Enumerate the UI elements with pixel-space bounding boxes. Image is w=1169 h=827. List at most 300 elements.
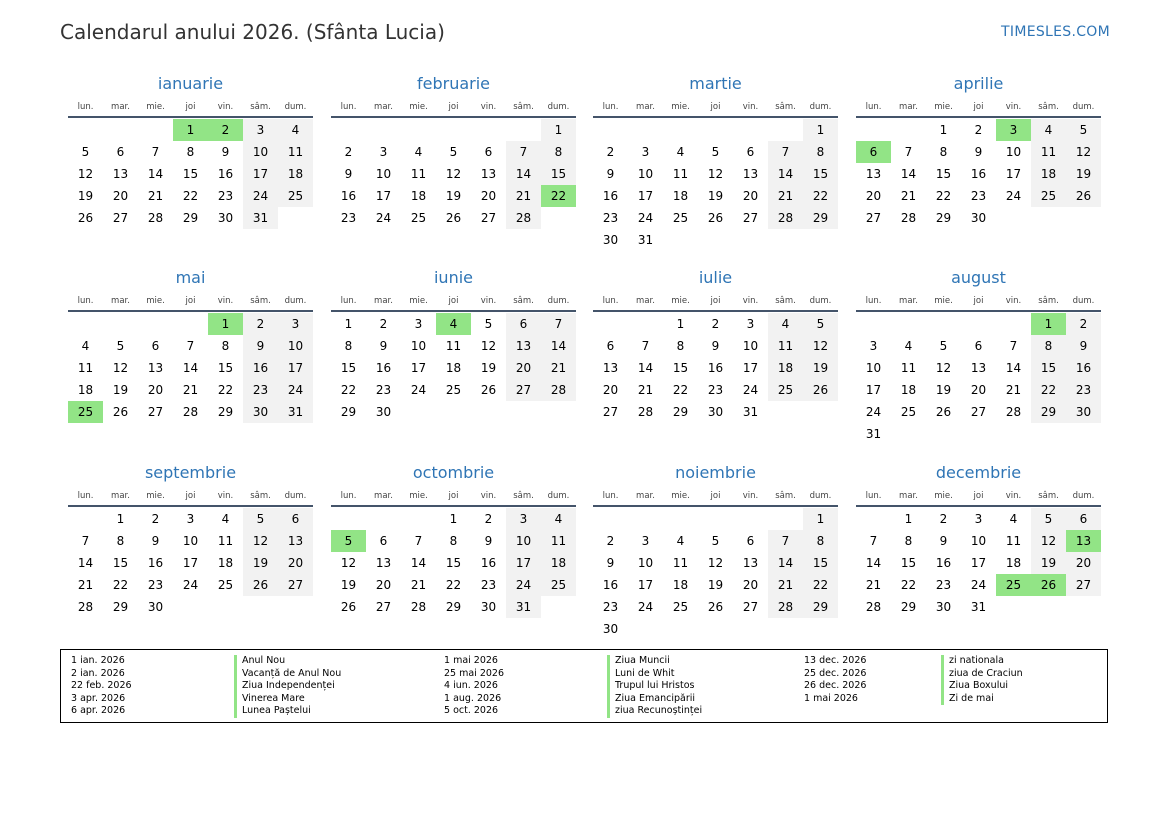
day-cell: 26 bbox=[243, 574, 278, 596]
day-cell: 12 bbox=[935, 361, 952, 375]
day-cell: 11 bbox=[768, 335, 803, 357]
day-cell: 22 bbox=[217, 383, 234, 397]
day-cell: 8 bbox=[1031, 335, 1066, 357]
day-cell: 14 bbox=[768, 552, 803, 574]
day-cell: 24 bbox=[243, 185, 278, 207]
day-cell: 5 bbox=[939, 339, 948, 353]
weekday-label: vin. bbox=[480, 491, 497, 501]
day-cell: 11 bbox=[1031, 141, 1066, 163]
day-cell: 27 bbox=[480, 211, 497, 225]
weekday-header bbox=[68, 98, 313, 116]
day-cell: 24 bbox=[637, 211, 654, 225]
month-iulie bbox=[593, 267, 838, 423]
day-cell: 3 bbox=[186, 512, 195, 526]
day-cell: 11 bbox=[278, 141, 313, 163]
day-cell: 13 bbox=[506, 335, 541, 357]
day-cell: 5 bbox=[449, 145, 458, 159]
day-cell: 28 bbox=[506, 207, 541, 229]
day-cell: 29 bbox=[1031, 401, 1066, 423]
holiday-day-cell: 3 bbox=[996, 119, 1031, 141]
holiday-day-cell: 6 bbox=[856, 141, 891, 163]
day-cell: 26 bbox=[445, 211, 462, 225]
legend-date-column bbox=[804, 655, 866, 705]
day-cell: 8 bbox=[541, 141, 576, 163]
day-cell: 12 bbox=[340, 556, 357, 570]
day-cell: 20 bbox=[375, 578, 392, 592]
day-cell: 10 bbox=[637, 556, 654, 570]
day-cell: 27 bbox=[506, 379, 541, 401]
day-grid bbox=[331, 313, 576, 423]
day-cell: 19 bbox=[243, 552, 278, 574]
day-cell: 9 bbox=[243, 335, 278, 357]
day-cell: 15 bbox=[935, 167, 952, 181]
day-cell: 9 bbox=[974, 145, 983, 159]
day-grid bbox=[68, 508, 313, 618]
day-cell: 13 bbox=[970, 361, 987, 375]
day-cell: 24 bbox=[410, 383, 427, 397]
month-noiembrie bbox=[593, 462, 838, 640]
day-cell: 22 bbox=[900, 578, 917, 592]
weekday-label: vin. bbox=[480, 102, 497, 112]
empty-cell bbox=[698, 119, 733, 141]
day-cell: 6 bbox=[606, 339, 615, 353]
day-cell: 6 bbox=[379, 534, 388, 548]
empty-cell bbox=[366, 508, 401, 530]
day-cell: 21 bbox=[506, 185, 541, 207]
legend-holiday-name: Vinerea Mare bbox=[234, 693, 341, 706]
month-name: martie bbox=[689, 74, 742, 93]
day-cell: 30 bbox=[480, 600, 497, 614]
weekday-label: lun. bbox=[77, 491, 94, 501]
weekday-header bbox=[331, 98, 576, 116]
day-cell: 10 bbox=[375, 167, 392, 181]
weekday-label: sâm. bbox=[1038, 296, 1059, 306]
weekday-label: mie. bbox=[934, 491, 953, 501]
month-martie bbox=[593, 73, 838, 251]
legend-name-column bbox=[607, 655, 702, 718]
day-cell: 27 bbox=[278, 574, 313, 596]
month-name: iunie bbox=[433, 268, 473, 287]
weekday-label: sâm. bbox=[775, 296, 796, 306]
weekday-label: mar. bbox=[899, 491, 918, 501]
day-cell: 2 bbox=[484, 512, 493, 526]
day-cell: 5 bbox=[1066, 119, 1101, 141]
legend-date: 22 feb. 2026 bbox=[71, 680, 132, 692]
month-divider bbox=[68, 505, 313, 507]
month-name: aprilie bbox=[953, 74, 1004, 93]
weekday-label: vin. bbox=[1005, 296, 1022, 306]
day-cell: 1 bbox=[676, 317, 685, 331]
day-cell: 7 bbox=[904, 145, 913, 159]
day-cell: 2 bbox=[379, 317, 388, 331]
day-cell: 21 bbox=[541, 357, 576, 379]
day-cell: 7 bbox=[768, 141, 803, 163]
holiday-day-cell: 1 bbox=[1031, 313, 1066, 335]
weekday-header bbox=[331, 487, 576, 505]
empty-cell bbox=[698, 508, 733, 530]
day-cell: 29 bbox=[803, 596, 838, 618]
day-cell: 25 bbox=[768, 379, 803, 401]
day-cell: 20 bbox=[506, 357, 541, 379]
legend-date: 1 mai 2026 bbox=[804, 692, 858, 704]
month-iunie bbox=[331, 267, 576, 423]
weekday-header bbox=[68, 292, 313, 310]
day-cell: 28 bbox=[182, 405, 199, 419]
month-divider bbox=[593, 116, 838, 118]
day-cell: 28 bbox=[410, 600, 427, 614]
weekday-label: mie. bbox=[146, 296, 165, 306]
legend-holiday-name: Anul Nou bbox=[234, 655, 341, 668]
day-grid bbox=[331, 119, 576, 229]
holiday-day-cell: 26 bbox=[1031, 574, 1066, 596]
day-cell: 3 bbox=[278, 313, 313, 335]
weekday-label: mie. bbox=[146, 102, 165, 112]
day-cell: 12 bbox=[445, 167, 462, 181]
weekday-label: mar. bbox=[636, 491, 655, 501]
empty-cell bbox=[628, 119, 663, 141]
day-cell: 1 bbox=[904, 512, 913, 526]
weekday-header bbox=[856, 292, 1101, 310]
day-cell: 31 bbox=[637, 233, 654, 247]
day-cell: 11 bbox=[217, 534, 234, 548]
day-cell: 28 bbox=[77, 600, 94, 614]
day-cell: 22 bbox=[672, 383, 689, 397]
empty-cell bbox=[506, 119, 541, 141]
day-cell: 28 bbox=[768, 596, 803, 618]
weekday-label: mie. bbox=[671, 491, 690, 501]
weekday-label: lun. bbox=[602, 296, 619, 306]
day-cell: 1 bbox=[116, 512, 125, 526]
day-cell: 21 bbox=[1005, 383, 1022, 397]
day-cell: 11 bbox=[672, 556, 689, 570]
weekday-label: dum. bbox=[547, 296, 570, 306]
day-cell: 29 bbox=[672, 405, 689, 419]
empty-cell bbox=[926, 313, 961, 335]
day-cell: 20 bbox=[602, 383, 619, 397]
day-cell: 14 bbox=[506, 163, 541, 185]
day-cell: 20 bbox=[742, 189, 759, 203]
day-cell: 10 bbox=[637, 167, 654, 181]
day-cell: 29 bbox=[112, 600, 129, 614]
day-cell: 7 bbox=[186, 339, 195, 353]
day-cell: 22 bbox=[935, 189, 952, 203]
day-cell: 11 bbox=[1005, 534, 1022, 548]
day-cell: 20 bbox=[970, 383, 987, 397]
empty-cell bbox=[733, 508, 768, 530]
day-cell: 12 bbox=[707, 167, 724, 181]
weekday-label: sâm. bbox=[250, 102, 271, 112]
day-cell: 27 bbox=[970, 405, 987, 419]
empty-cell bbox=[996, 313, 1031, 335]
day-cell: 5 bbox=[116, 339, 125, 353]
day-cell: 19 bbox=[1031, 552, 1066, 574]
weekday-label: mie. bbox=[409, 102, 428, 112]
day-cell: 18 bbox=[1031, 163, 1066, 185]
weekday-label: vin. bbox=[1005, 102, 1022, 112]
day-cell: 15 bbox=[803, 552, 838, 574]
empty-cell bbox=[891, 313, 926, 335]
month-divider bbox=[68, 116, 313, 118]
day-cell: 16 bbox=[1066, 357, 1101, 379]
day-cell: 10 bbox=[1005, 145, 1022, 159]
weekday-label: sâm. bbox=[1038, 102, 1059, 112]
day-cell: 30 bbox=[243, 401, 278, 423]
day-cell: 15 bbox=[182, 167, 199, 181]
day-cell: 9 bbox=[606, 556, 615, 570]
month-octombrie bbox=[331, 462, 576, 618]
day-cell: 8 bbox=[449, 534, 458, 548]
empty-cell bbox=[593, 313, 628, 335]
day-cell: 21 bbox=[410, 578, 427, 592]
day-cell: 29 bbox=[803, 207, 838, 229]
weekday-label: lun. bbox=[340, 491, 357, 501]
empty-cell bbox=[138, 313, 173, 335]
empty-cell bbox=[331, 508, 366, 530]
weekday-label: mar. bbox=[636, 102, 655, 112]
day-cell: 13 bbox=[865, 167, 882, 181]
day-cell: 21 bbox=[768, 574, 803, 596]
day-cell: 6 bbox=[746, 145, 755, 159]
day-cell: 29 bbox=[900, 600, 917, 614]
weekday-label: joi bbox=[710, 296, 721, 306]
legend-holiday-name: Ziua Boxului bbox=[941, 680, 1023, 693]
day-cell: 2 bbox=[151, 512, 160, 526]
legend-date: 25 dec. 2026 bbox=[804, 667, 867, 679]
day-cell: 4 bbox=[541, 508, 576, 530]
weekday-label: joi bbox=[973, 491, 984, 501]
day-cell: 23 bbox=[707, 383, 724, 397]
day-cell: 4 bbox=[768, 313, 803, 335]
day-cell: 8 bbox=[186, 145, 195, 159]
day-cell: 7 bbox=[414, 534, 423, 548]
day-cell: 2 bbox=[606, 534, 615, 548]
brand-link[interactable]: TIMESLES.COM bbox=[1001, 24, 1110, 40]
day-cell: 27 bbox=[112, 211, 129, 225]
day-cell: 7 bbox=[81, 534, 90, 548]
legend-holiday-name: Vacanță de Anul Nou bbox=[234, 668, 341, 681]
weekday-label: lun. bbox=[340, 296, 357, 306]
day-cell: 15 bbox=[541, 163, 576, 185]
day-cell: 10 bbox=[865, 361, 882, 375]
day-cell: 4 bbox=[904, 339, 913, 353]
day-cell: 19 bbox=[935, 383, 952, 397]
day-cell: 31 bbox=[742, 405, 759, 419]
day-cell: 21 bbox=[637, 383, 654, 397]
legend-holiday-name: Zi de mai bbox=[941, 693, 1023, 706]
day-cell: 12 bbox=[803, 335, 838, 357]
day-cell: 30 bbox=[970, 211, 987, 225]
weekday-label: mie. bbox=[409, 491, 428, 501]
day-cell: 6 bbox=[1066, 508, 1101, 530]
day-cell: 7 bbox=[869, 534, 878, 548]
day-cell: 5 bbox=[1031, 508, 1066, 530]
day-cell: 17 bbox=[506, 552, 541, 574]
holiday-day-cell: 5 bbox=[331, 530, 366, 552]
empty-cell bbox=[436, 119, 471, 141]
day-cell: 1 bbox=[803, 119, 838, 141]
day-cell: 3 bbox=[379, 145, 388, 159]
day-cell: 17 bbox=[410, 361, 427, 375]
month-divider bbox=[593, 310, 838, 312]
day-cell: 5 bbox=[484, 317, 493, 331]
day-cell: 14 bbox=[182, 361, 199, 375]
day-cell: 19 bbox=[445, 189, 462, 203]
month-divider bbox=[331, 116, 576, 118]
day-cell: 18 bbox=[1005, 556, 1022, 570]
day-cell: 28 bbox=[637, 405, 654, 419]
month-name: decembrie bbox=[935, 463, 1022, 482]
day-cell: 1 bbox=[939, 123, 948, 137]
day-cell: 28 bbox=[1005, 405, 1022, 419]
empty-cell bbox=[593, 508, 628, 530]
day-cell: 22 bbox=[340, 383, 357, 397]
day-cell: 27 bbox=[1066, 574, 1101, 596]
day-cell: 15 bbox=[217, 361, 234, 375]
day-cell: 6 bbox=[974, 339, 983, 353]
day-cell: 24 bbox=[182, 578, 199, 592]
day-cell: 24 bbox=[865, 405, 882, 419]
day-cell: 12 bbox=[707, 556, 724, 570]
weekday-label: mie. bbox=[409, 296, 428, 306]
weekday-label: mar. bbox=[374, 296, 393, 306]
day-cell: 18 bbox=[445, 361, 462, 375]
day-cell: 10 bbox=[742, 339, 759, 353]
day-cell: 6 bbox=[151, 339, 160, 353]
day-cell: 23 bbox=[1066, 379, 1101, 401]
day-cell: 26 bbox=[340, 600, 357, 614]
day-cell: 26 bbox=[480, 383, 497, 397]
day-cell: 25 bbox=[445, 383, 462, 397]
weekday-label: dum. bbox=[809, 491, 832, 501]
empty-cell bbox=[961, 313, 996, 335]
legend-date: 13 dec. 2026 bbox=[804, 655, 867, 666]
weekday-header bbox=[593, 487, 838, 505]
weekday-label: dum. bbox=[1072, 296, 1095, 306]
weekday-label: joi bbox=[710, 102, 721, 112]
day-cell: 26 bbox=[112, 405, 129, 419]
day-cell: 10 bbox=[410, 339, 427, 353]
day-cell: 30 bbox=[1066, 401, 1101, 423]
day-cell: 31 bbox=[865, 427, 882, 441]
day-cell: 29 bbox=[445, 600, 462, 614]
legend-holiday-name: Luni de Whit bbox=[607, 668, 702, 681]
day-cell: 19 bbox=[707, 578, 724, 592]
day-cell: 30 bbox=[217, 211, 234, 225]
day-cell: 9 bbox=[606, 167, 615, 181]
day-cell: 16 bbox=[375, 361, 392, 375]
day-grid bbox=[856, 313, 1101, 445]
day-cell: 3 bbox=[243, 119, 278, 141]
day-cell: 9 bbox=[344, 167, 353, 181]
day-cell: 25 bbox=[672, 600, 689, 614]
day-cell: 15 bbox=[672, 361, 689, 375]
day-grid bbox=[856, 119, 1101, 229]
weekday-label: joi bbox=[448, 491, 459, 501]
day-cell: 20 bbox=[865, 189, 882, 203]
empty-cell bbox=[331, 119, 366, 141]
day-cell: 11 bbox=[410, 167, 427, 181]
day-cell: 17 bbox=[375, 189, 392, 203]
day-cell: 23 bbox=[480, 578, 497, 592]
weekday-label: mar. bbox=[899, 102, 918, 112]
day-cell: 8 bbox=[904, 534, 913, 548]
day-cell: 8 bbox=[344, 339, 353, 353]
day-cell: 25 bbox=[410, 211, 427, 225]
day-cell: 27 bbox=[742, 600, 759, 614]
weekday-label: vin. bbox=[742, 102, 759, 112]
weekday-header bbox=[68, 487, 313, 505]
month-ianuarie bbox=[68, 73, 313, 229]
day-cell: 18 bbox=[541, 552, 576, 574]
legend-name-column bbox=[234, 655, 341, 718]
legend-name-column bbox=[941, 655, 1023, 705]
day-cell: 28 bbox=[768, 207, 803, 229]
month-divider bbox=[856, 310, 1101, 312]
day-grid bbox=[856, 508, 1101, 618]
day-cell: 2 bbox=[344, 145, 353, 159]
day-cell: 18 bbox=[410, 189, 427, 203]
day-cell: 22 bbox=[445, 578, 462, 592]
day-cell: 2 bbox=[711, 317, 720, 331]
day-cell: 14 bbox=[865, 556, 882, 570]
weekday-label: sâm. bbox=[775, 491, 796, 501]
day-cell: 29 bbox=[340, 405, 357, 419]
weekday-label: sâm. bbox=[775, 102, 796, 112]
day-cell: 23 bbox=[147, 578, 164, 592]
day-cell: 28 bbox=[865, 600, 882, 614]
day-cell: 20 bbox=[1066, 552, 1101, 574]
day-cell: 1 bbox=[344, 317, 353, 331]
day-cell: 21 bbox=[182, 383, 199, 397]
empty-cell bbox=[663, 508, 698, 530]
day-cell: 13 bbox=[602, 361, 619, 375]
day-cell: 8 bbox=[676, 339, 685, 353]
day-cell: 25 bbox=[541, 574, 576, 596]
day-cell: 13 bbox=[112, 167, 129, 181]
day-cell: 20 bbox=[480, 189, 497, 203]
weekday-label: joi bbox=[185, 296, 196, 306]
day-cell: 25 bbox=[217, 578, 234, 592]
day-grid bbox=[593, 119, 838, 251]
day-cell: 21 bbox=[900, 189, 917, 203]
weekday-label: mie. bbox=[934, 296, 953, 306]
day-cell: 9 bbox=[711, 339, 720, 353]
weekday-label: mie. bbox=[671, 102, 690, 112]
day-cell: 31 bbox=[970, 600, 987, 614]
day-cell: 24 bbox=[742, 383, 759, 397]
empty-cell bbox=[138, 119, 173, 141]
day-cell: 3 bbox=[414, 317, 423, 331]
day-cell: 23 bbox=[935, 578, 952, 592]
day-cell: 6 bbox=[484, 145, 493, 159]
weekday-label: joi bbox=[973, 102, 984, 112]
weekday-label: vin. bbox=[742, 296, 759, 306]
weekday-label: mar. bbox=[111, 491, 130, 501]
empty-cell bbox=[366, 119, 401, 141]
legend-date: 4 iun. 2026 bbox=[444, 680, 498, 692]
day-cell: 24 bbox=[970, 578, 987, 592]
day-cell: 9 bbox=[1066, 335, 1101, 357]
day-cell: 17 bbox=[1005, 167, 1022, 181]
day-cell: 2 bbox=[939, 512, 948, 526]
day-cell: 3 bbox=[974, 512, 983, 526]
day-cell: 17 bbox=[865, 383, 882, 397]
legend-date: 25 mai 2026 bbox=[444, 667, 505, 679]
day-cell: 16 bbox=[707, 361, 724, 375]
day-grid bbox=[68, 313, 313, 423]
day-cell: 18 bbox=[768, 357, 803, 379]
day-cell: 7 bbox=[541, 313, 576, 335]
